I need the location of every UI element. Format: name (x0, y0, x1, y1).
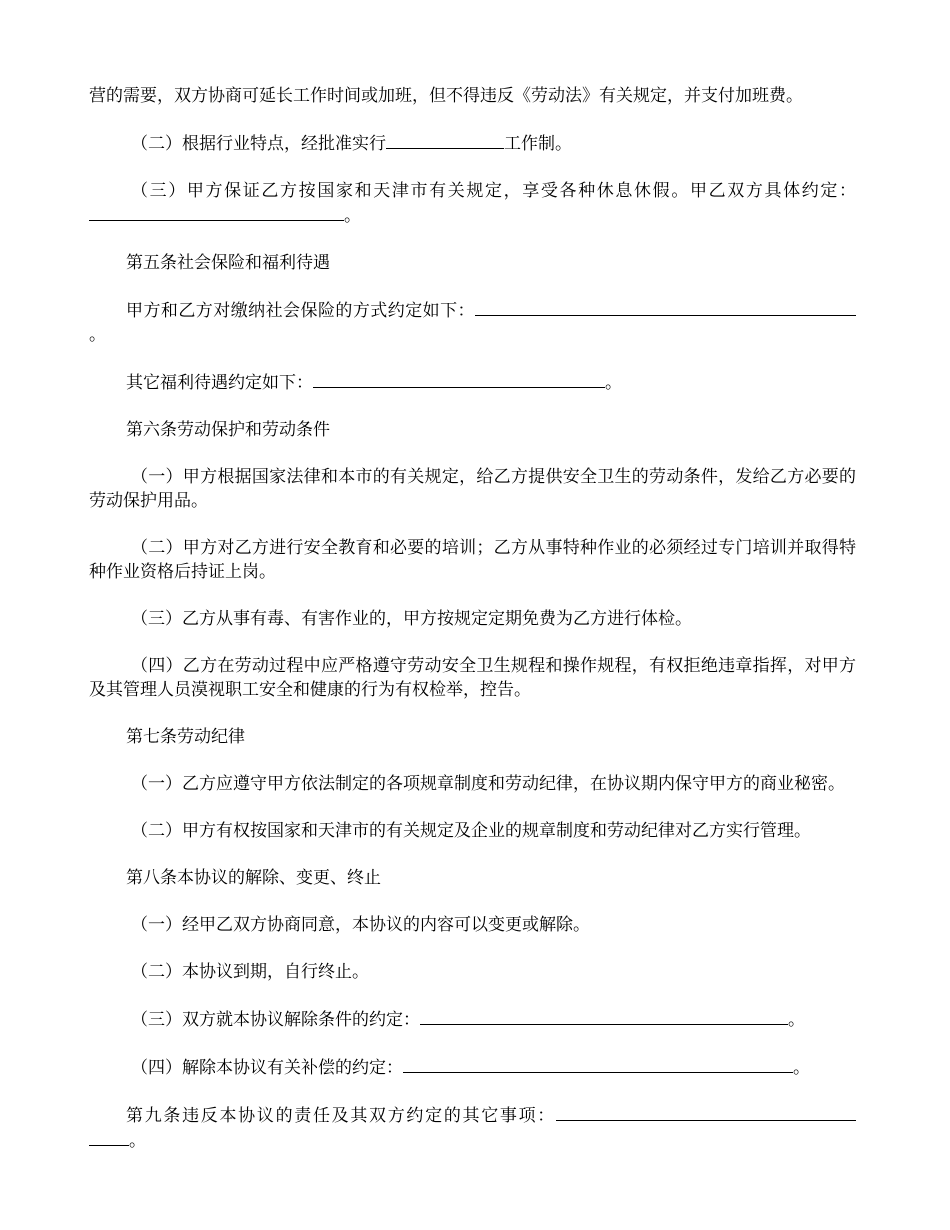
paragraph-text: 。 (788, 1010, 805, 1030)
article-8-heading: 第八条本协议的解除、变更、终止 (126, 868, 381, 888)
fill-blank-social-insurance[interactable] (475, 298, 834, 316)
paragraph-labor-protection-1: （一）甲方根据国家法律和本市的有关规定，给乙方提供安全卫生的劳动条件，发给乙方必要的劳动保护用品。 (89, 467, 856, 511)
paragraph-work-system (89, 131, 856, 156)
paragraph-text: （四）解除本协议有关补偿的约定： (131, 1058, 403, 1078)
paragraph-text: （三）双方就本协议解除条件的约定： (131, 1010, 420, 1030)
paragraph-termination-3 (89, 1007, 856, 1032)
paragraph-text: 。 (344, 206, 361, 226)
paragraph-discipline-2: （二）甲方有权按国家和天津市的有关规定及企业的规章制度和劳动纪律对乙方实行管理。 (131, 821, 811, 841)
paragraph-text: 。 (605, 373, 622, 393)
paragraph-text: （二）根据行业特点，经批准实行 (131, 134, 386, 154)
paragraph-labor-protection-3: （三）乙方从事有毒、有害作业的，甲方按规定定期免费为乙方进行体检。 (131, 609, 692, 629)
paragraph-termination-4 (89, 1055, 856, 1080)
fill-blank-welfare[interactable] (313, 370, 605, 388)
paragraph-labor-protection-4: （四）乙方在劳动过程中应严格遵守劳动安全卫生规程和操作规程，有权拒绝违章指挥，对甲方及其管理人员漠视职工安全和健康的行为有权检举，控告。 (89, 656, 856, 700)
paragraph-text: 。 (89, 325, 106, 345)
paragraph-text: 。 (129, 1131, 146, 1151)
paragraph-text: （三）甲方保证乙方按国家和天津市有关规定，享受各种休息休假。甲乙双方具体约定： (131, 181, 856, 201)
fill-blank-leave[interactable] (89, 203, 344, 221)
paragraph-discipline-1: （一）乙方应遵守甲方依法制定的各项规章制度和劳动纪律，在协议期内保守甲方的商业秘密。 (131, 774, 845, 794)
paragraph-labor-protection-2: （二）甲方对乙方进行安全教育和必要的培训；乙方从事特种作业的必须经过专门培训并取得特种作业资格后持证上岗。 (89, 538, 856, 582)
paragraph-text: 甲方和乙方对缴纳社会保险的方式约定如下： (126, 301, 475, 321)
fill-blank-work-system[interactable] (386, 131, 504, 149)
article-5-heading: 第五条社会保险和福利待遇 (126, 253, 330, 273)
paragraph-text: 。 (793, 1058, 810, 1078)
article-7-heading: 第七条劳动纪律 (126, 727, 245, 747)
fill-blank-social-insurance-cont[interactable] (834, 298, 856, 316)
article-9-paragraph (89, 1103, 856, 1153)
paragraph-overtime: 营的需要，双方协商可延长工作时间或加班，但不得违反《劳动法》有关规定，并支付加班费。 (89, 86, 803, 106)
paragraph-termination-2: （二）本协议到期，自行终止。 (131, 962, 369, 982)
article-6-heading: 第六条劳动保护和劳动条件 (126, 420, 330, 440)
fill-blank-other-matters-cont[interactable] (89, 1128, 129, 1146)
paragraph-leave (89, 179, 856, 228)
fill-blank-termination-conditions[interactable] (420, 1007, 788, 1025)
paragraph-text: 工作制。 (504, 134, 572, 154)
paragraph-social-insurance (89, 298, 856, 347)
fill-blank-other-matters[interactable] (556, 1103, 856, 1121)
paragraph-text: 其它福利待遇约定如下： (126, 373, 313, 393)
fill-blank-compensation[interactable] (403, 1055, 793, 1073)
paragraph-text: 第九条违反本协议的责任及其双方约定的其它事项： (126, 1106, 556, 1126)
paragraph-termination-1: （一）经甲乙双方协商同意，本协议的内容可以变更或解除。 (131, 915, 590, 935)
paragraph-welfare (89, 370, 856, 395)
